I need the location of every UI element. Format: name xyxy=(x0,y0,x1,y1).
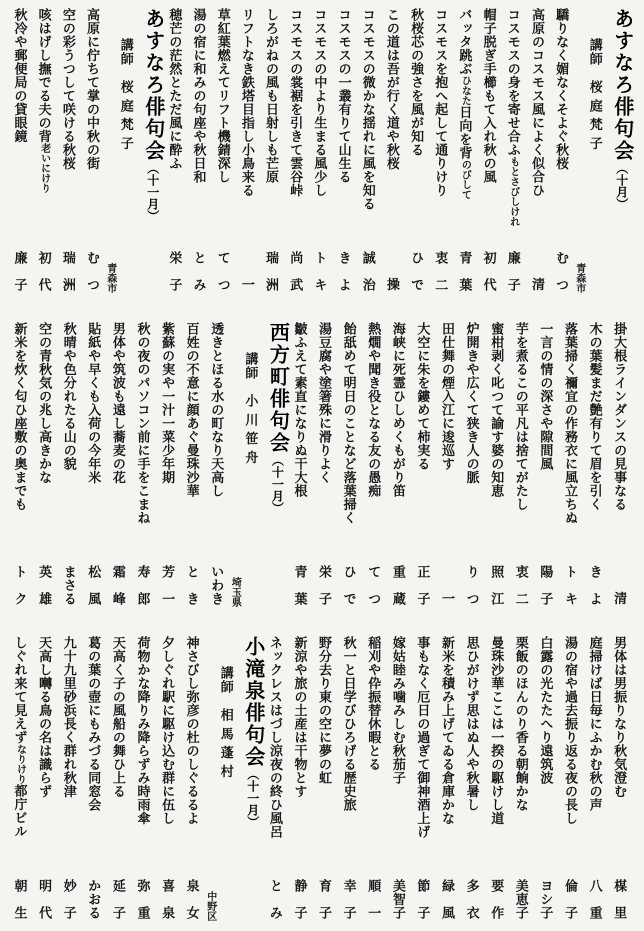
haiku-text: 秋冷や郵便局の貸眼鏡 xyxy=(12,8,28,143)
section-instructor-line xyxy=(115,8,133,295)
haiku-column xyxy=(180,322,204,609)
haiku-text: 炉開きや広くて狭き人の脈 xyxy=(464,322,480,484)
haiku-column xyxy=(386,322,410,609)
haiku-column xyxy=(156,322,180,609)
author-name: 泉 女 xyxy=(184,878,200,919)
author-name: 節 子 xyxy=(415,878,431,919)
haiku-text: 一言の情の深さや隙間風 xyxy=(538,322,554,471)
haiku-text: 栗飯のほんのり香る朝餉かな xyxy=(513,636,529,812)
author-name: 尚 武 xyxy=(288,250,304,291)
haiku-text: 九十九里砂浜長く群れ秋津 xyxy=(61,636,77,798)
section-instructor-line xyxy=(215,636,233,923)
haiku-column xyxy=(337,636,361,923)
author-name: 清 xyxy=(529,264,545,291)
haiku-column xyxy=(436,636,460,923)
haiku-column xyxy=(460,636,484,923)
haiku-text: 草紅葉燃えてリフト機錆深し xyxy=(215,8,231,184)
section-month-label: （十一月） xyxy=(245,768,260,828)
haiku-text: 驕りなく媚なくそよぐ秋桜 xyxy=(554,8,570,170)
haiku-column xyxy=(235,8,259,295)
section-region-label: 埼玉県 xyxy=(229,577,241,607)
instructor-label: 講師 xyxy=(218,666,234,708)
author-name: 明 代 xyxy=(37,878,53,919)
haiku-text: 神さびし弥彦の杜のしぐるるよ xyxy=(184,636,200,825)
instructor-name: 小川笹舟 xyxy=(243,394,259,470)
author-name: 多 衣 xyxy=(464,878,480,919)
haiku-text xyxy=(507,8,520,227)
haiku-text-segment: 老いにけり xyxy=(38,143,50,193)
haiku-column xyxy=(429,8,453,295)
haiku-column xyxy=(550,8,574,295)
band-middle xyxy=(8,322,632,609)
author-name: 楳 里 xyxy=(612,878,628,919)
haiku-text: 葛の葉の壺にもみづる同窓会 xyxy=(86,636,102,812)
haiku-column xyxy=(8,636,32,923)
author-name: 陽 子 xyxy=(538,564,554,605)
instructor-name: 桜庭梵子 xyxy=(587,80,603,156)
haiku-text: 熱燗や聞き役となる友の愚痴 xyxy=(366,322,382,498)
author-name: 霜 峰 xyxy=(110,564,126,605)
author-name: 美智子 xyxy=(390,878,406,919)
haiku-text: リフトなき鉄塔目指し小鳥来る xyxy=(239,8,255,197)
instructor-name: 相馬蓬村 xyxy=(218,708,234,784)
band-top xyxy=(8,8,632,295)
author-name: ト キ xyxy=(562,564,578,605)
haiku-text: 透きとほる水の町なり天高し xyxy=(209,322,225,498)
haiku-column xyxy=(56,8,80,295)
author-name: き よ xyxy=(587,564,603,605)
haiku-column xyxy=(337,322,361,609)
haiku-column xyxy=(288,322,312,609)
haiku-column xyxy=(534,322,558,609)
haiku-text: 新米を炊く匂ひ座敷の奥までも xyxy=(12,322,28,511)
author-name: り つ xyxy=(464,564,480,605)
section-region-label: 青森市 xyxy=(104,263,116,293)
haiku-text: 湯の宿に和みの句座や秋日和 xyxy=(191,8,207,184)
haiku-text: この道は吾が行く道や秋桜 xyxy=(384,8,400,170)
author-name: 寿 郎 xyxy=(135,564,151,605)
section-region-label: 青森市 xyxy=(573,263,585,293)
haiku-text: コスモスの一叢有りて山生る xyxy=(336,8,352,184)
haiku-column xyxy=(558,636,582,923)
haiku-text: 秋晴や色分れたる山の貌 xyxy=(61,322,77,471)
author-name: 八 重 xyxy=(587,878,603,919)
haiku-text: 稲刈や伜振替休暇とる xyxy=(366,636,382,771)
section-title xyxy=(602,8,632,295)
haiku-column xyxy=(33,636,57,923)
haiku-text: 大空に朱を鏤めて柿実る xyxy=(415,322,431,471)
section-title xyxy=(233,636,263,923)
section-month-label: （十月） xyxy=(614,162,629,210)
haiku-text-segment: 都庁ビル xyxy=(12,784,28,838)
author-name: と み xyxy=(191,250,207,291)
haiku-text: 秋一と日学びひろげる歴史旅 xyxy=(341,636,357,812)
haiku-column xyxy=(509,322,533,609)
haiku-column xyxy=(509,636,533,923)
section-header xyxy=(205,636,263,923)
haiku-text: コスモスの微かな揺れに風を知る xyxy=(360,8,376,211)
author-name: 妙 子 xyxy=(61,878,77,919)
author-name: 一 xyxy=(239,264,255,291)
section-header xyxy=(105,8,163,295)
haiku-text: 皺ふえて素直になりぬ干大根 xyxy=(292,322,308,498)
author-name: 初 代 xyxy=(481,250,497,291)
author-name: て つ xyxy=(215,250,231,291)
author-name: 松 風 xyxy=(86,564,102,605)
haiku-column xyxy=(525,8,549,295)
haiku-column xyxy=(82,636,106,923)
author-name: ト キ xyxy=(312,250,328,291)
haiku-column xyxy=(106,322,130,609)
author-name: て つ xyxy=(366,564,382,605)
haiku-column xyxy=(436,322,460,609)
author-name: 幸 子 xyxy=(341,878,357,919)
section-region-label: 中野区 xyxy=(204,891,216,921)
haiku-column xyxy=(558,322,582,609)
haiku-text: コスモスの中より生まる風少し xyxy=(312,8,328,197)
author-name: 照 江 xyxy=(489,564,505,605)
author-name: と き xyxy=(184,564,200,605)
haiku-column xyxy=(501,8,525,295)
haiku-column xyxy=(263,636,287,923)
haiku-text: 湯の宿や過去振り返る夜の長し xyxy=(562,636,578,825)
author-name: 栄 子 xyxy=(317,564,333,605)
haiku-column xyxy=(288,636,312,923)
haiku-column xyxy=(356,8,380,295)
haiku-text: 百姓の不意に顔あぐ曼珠沙華 xyxy=(184,322,200,498)
section-header xyxy=(229,322,287,609)
section-title-text: あすなろ俳句会 xyxy=(610,8,633,162)
author-name: ひ で xyxy=(341,564,357,605)
haiku-text-segment: もとさびしけれ xyxy=(507,156,519,227)
section-month-label: （十一月） xyxy=(145,162,160,222)
haiku-text: 新涼や旅の土産は干物とす xyxy=(292,636,308,798)
author-name: 一 xyxy=(440,578,455,605)
author-name: 瑞 洲 xyxy=(60,250,76,291)
author-name: 誠 治 xyxy=(360,250,376,291)
haiku-column xyxy=(57,636,81,923)
haiku-text: 高原に佇ちて掌の中秋の街 xyxy=(85,8,101,170)
haiku-text xyxy=(458,8,471,200)
author-name: 要 作 xyxy=(489,878,505,919)
haiku-text: 白露の光たたへり遠筑波 xyxy=(538,636,554,785)
haiku-text-segment: 咳はげし撫でる夫の背 xyxy=(36,8,52,143)
haiku-column xyxy=(485,636,509,923)
haiku-text: 木の葉髪まだ艶有りて眉を引く xyxy=(587,322,603,511)
haiku-text: 荷物かな降りみ降らずみ時雨傘 xyxy=(135,636,151,825)
haiku-column xyxy=(386,636,410,923)
haiku-text-segment: なりけり xyxy=(14,744,26,784)
haiku-column xyxy=(163,8,187,295)
haiku-text: 蜜柑剥く叱つて諭す婆の知恵 xyxy=(489,322,505,498)
author-name: 廉 子 xyxy=(505,250,521,291)
haiku-column xyxy=(106,636,130,923)
haiku-column xyxy=(82,322,106,609)
haiku-column xyxy=(180,636,204,923)
haiku-column xyxy=(313,322,337,609)
author-name: 青 葉 xyxy=(292,564,308,605)
haiku-column xyxy=(362,636,386,923)
haiku-text: 天高し囀る鳥の名は識らず xyxy=(37,636,53,798)
haiku-text: 思ひがけず思はぬ人や秋暑し xyxy=(464,636,480,812)
section-instructor-line xyxy=(584,8,602,295)
author-name: 美恵子 xyxy=(513,878,529,919)
haiku-text: 秋桜芯の強さを風が知る xyxy=(409,8,425,157)
author-name: 順 一 xyxy=(366,878,382,919)
haiku-column xyxy=(260,8,284,295)
haiku-text: 男体や筑波も遠し蕎麦の花 xyxy=(110,322,126,484)
author-name: 芳 一 xyxy=(160,564,176,605)
haiku-text-segment: コスモスの身を寄せ合ふ xyxy=(505,8,521,157)
author-name: 倫 子 xyxy=(562,878,578,919)
haiku-text: 空の彩うつして咲ける秋桜 xyxy=(60,8,76,170)
haiku-text-segment: バッタ跳ぶ xyxy=(457,8,473,76)
haiku-text xyxy=(38,8,51,193)
haiku-column xyxy=(32,8,56,295)
haiku-column xyxy=(380,8,404,295)
author-name: 栄 子 xyxy=(167,250,183,291)
haiku-text: 貼紙や早くも入荷の今年米 xyxy=(86,322,102,484)
haiku-text-segment: 日向を背 xyxy=(457,105,473,160)
haiku-text: コスモスの裳裾を引きて雲谷峠 xyxy=(288,8,304,197)
haiku-text: 男体は男振りなり秋気澄む xyxy=(612,636,628,798)
author-name: 衷 二 xyxy=(513,564,529,605)
haiku-text-segment: ひなた xyxy=(459,75,471,106)
haiku-column xyxy=(205,322,229,609)
haiku-column xyxy=(362,322,386,609)
haiku-column xyxy=(608,322,632,609)
author-name: む つ xyxy=(554,250,570,291)
haiku-text: 田仕舞の煙入江に逡巡す xyxy=(440,322,455,471)
haiku-text: 湯豆腐や塗箸殊に滑りよく xyxy=(317,322,333,484)
haiku-text: 帽子脱ぎ手櫛もて入れ秋の風 xyxy=(481,8,497,184)
instructor-name: 桜庭梵子 xyxy=(118,80,134,156)
section-title-text: あすなろ俳句会 xyxy=(141,8,164,162)
instructor-label: 講師 xyxy=(587,38,603,80)
author-name: 清 xyxy=(612,578,628,605)
author-name: 正 子 xyxy=(415,564,431,605)
author-name: 緑 風 xyxy=(440,878,455,919)
author-name: む つ xyxy=(85,250,101,291)
author-name: 弥 重 xyxy=(135,878,151,919)
haiku-text: コスモスを抱へ起して通りけり xyxy=(433,8,449,197)
haiku-text: 掛大根ラインダンスの見事なる xyxy=(612,322,628,511)
author-name: と み xyxy=(267,878,283,919)
haiku-column xyxy=(187,8,211,295)
haiku-column xyxy=(8,322,32,609)
haiku-column xyxy=(284,8,308,295)
haiku-column xyxy=(583,636,607,923)
author-name: 操 xyxy=(384,264,400,291)
author-name: 英 雄 xyxy=(37,564,53,605)
haiku-text: 芋を煮るこの平凡は捨てがたし xyxy=(513,322,529,511)
haiku-column xyxy=(332,8,356,295)
haiku-column xyxy=(485,322,509,609)
band-bottom xyxy=(8,636,632,923)
haiku-text: 空の青秋気の兆し高きかな xyxy=(37,322,53,484)
haiku-text: 穂芒の茫然とただ風に酔ふ xyxy=(167,8,183,170)
haiku-text: 落葉掃く禰宜の作務衣に風立ちぬ xyxy=(562,322,578,525)
author-name: 延 子 xyxy=(110,878,126,919)
author-name: 喜 泉 xyxy=(160,878,176,919)
haiku-text xyxy=(14,636,27,838)
haiku-text: しろがねの風も日射しも芒原 xyxy=(264,8,280,184)
haiku-text: 飴舐めて明日のことなど落葉掃く xyxy=(341,322,357,525)
haiku-text: 秋の夜のパソコン前に手をこまね xyxy=(135,322,151,525)
author-name: 初 代 xyxy=(36,250,52,291)
author-name: いわき xyxy=(209,564,225,605)
haiku-text: ネックレスはづし涼夜の終ひ風呂 xyxy=(267,636,283,839)
section-title xyxy=(257,322,287,609)
haiku-text: 庭掃けば日毎にふかむ秋の声 xyxy=(587,636,603,812)
author-name: 朝 生 xyxy=(12,878,28,919)
haiku-column xyxy=(453,8,477,295)
instructor-label: 講師 xyxy=(243,352,259,394)
haiku-column xyxy=(405,8,429,295)
haiku-text: 天高く子の風船の舞ひ上る xyxy=(110,636,126,798)
instructor-label: 講師 xyxy=(118,38,134,80)
haiku-column xyxy=(477,8,501,295)
haiku-column xyxy=(131,322,155,609)
author-name: 廉 子 xyxy=(12,250,28,291)
haiku-column xyxy=(57,322,81,609)
haiku-column xyxy=(583,322,607,609)
author-name: 瑞 洲 xyxy=(264,250,280,291)
author-name: ひ で xyxy=(409,250,425,291)
haiku-column xyxy=(460,322,484,609)
haiku-text-segment: しぐれ来て見えず xyxy=(12,636,28,744)
author-name: 育 子 xyxy=(317,878,333,919)
section-header xyxy=(574,8,632,295)
author-name: ト ク xyxy=(12,564,28,605)
haiku-text-segment: のびして xyxy=(459,159,471,200)
section-title-text: 小滝泉俳句会 xyxy=(241,636,264,768)
haiku-text: 野分去り東の空に夢の虹 xyxy=(317,636,333,785)
author-name: 衷 二 xyxy=(433,250,449,291)
haiku-column xyxy=(411,322,435,609)
section-title xyxy=(133,8,163,295)
haiku-column xyxy=(608,636,632,923)
haiku-column xyxy=(81,8,105,295)
author-name: 重 蔵 xyxy=(390,564,406,605)
haiku-column xyxy=(8,8,32,295)
haiku-column xyxy=(313,636,337,923)
haiku-column xyxy=(211,8,235,295)
author-name: 青 葉 xyxy=(457,250,473,291)
haiku-text: 曼珠沙華ここは一揆の駆けし道 xyxy=(489,636,505,825)
haiku-column xyxy=(308,8,332,295)
haiku-text: 海峡に死霊ひしめくもがり笛 xyxy=(390,322,406,498)
author-name: まさる xyxy=(61,564,77,605)
haiku-column xyxy=(33,322,57,609)
haiku-column xyxy=(411,636,435,923)
section-instructor-line xyxy=(239,322,257,609)
author-name: かおる xyxy=(86,878,102,919)
author-name: ヨシ子 xyxy=(538,878,554,919)
section-title-text: 西方町俳句会 xyxy=(266,322,289,454)
haiku-column xyxy=(131,636,155,923)
haiku-text: 新米を積み上げてゐる倉庫かな xyxy=(440,636,455,825)
section-month-label: （十一月） xyxy=(270,454,285,514)
haiku-text: 紫蘇の実や一汁一菜少年期 xyxy=(160,322,176,484)
haiku-text: 嫁姑睦み噛みしむ秋茄子 xyxy=(390,636,406,785)
haiku-column xyxy=(156,636,180,923)
author-name: 静 子 xyxy=(292,878,308,919)
haiku-text: 高原のコスモス風によく似合ひ xyxy=(529,8,545,197)
author-name: き よ xyxy=(336,250,352,291)
haiku-column xyxy=(534,636,558,923)
haiku-text: 事もなく厄日の過ぎて御神酒上げ xyxy=(415,636,431,839)
haiku-text: 夕しぐれ駅に駆け込む群に伍し xyxy=(160,636,176,825)
